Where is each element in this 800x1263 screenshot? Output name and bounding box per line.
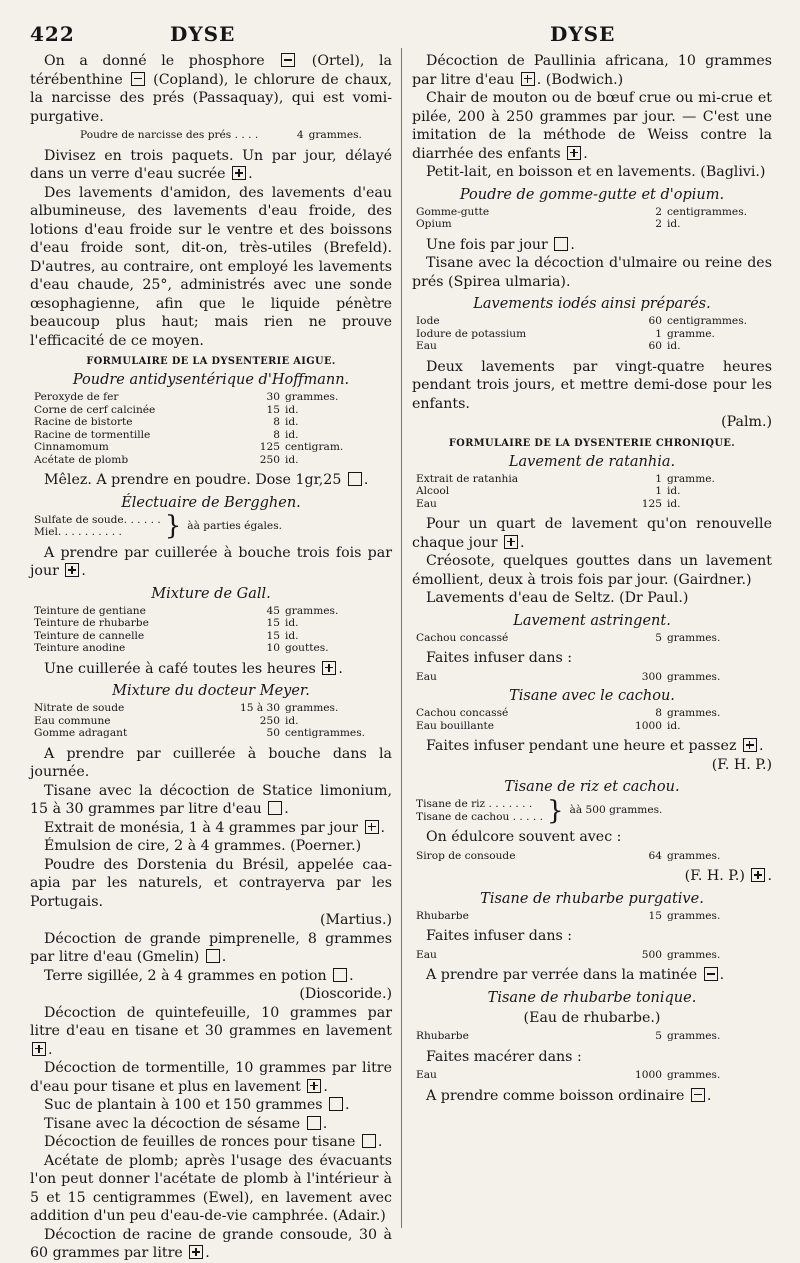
ingredient-qty: 4 — [296, 129, 304, 141]
recipe-title: Mixture de Gall. — [151, 585, 271, 602]
empty-box-icon — [206, 949, 220, 963]
recipe-subtitle: (Eau de rhubarbe.) — [523, 1009, 661, 1026]
paragraph: Faites infuser dans : — [426, 650, 573, 666]
paragraph: Tisane avec la décoction de Statice limonium, 15 à 30 grammes par litre d'eau . — [30, 782, 392, 818]
recipe-table-tonique-1 — [416, 1030, 720, 1043]
citation: (F. H. P.) — [711, 756, 772, 773]
ingredient-name: Miel. . . . . . . . . . — [34, 526, 122, 539]
recipe-title: Poudre de gomme-gutte et d'opium. — [459, 186, 725, 203]
paragraph: Poudre des Dorstenia du Brésil, appelée caa-apia par les naturels, et contrayerva par les Portugais. — [30, 856, 392, 910]
paragraph: Acétate de plomb; après l'usage des évacuants l'on peut donner l'acétate de plomb à l'intérieur à 5 et 15 centigrammes (Ewel), en lavement avec addition d'un peu d'eau-de-vie camphrée. (Adair.) — [30, 1152, 392, 1225]
page-number: 422 — [30, 22, 75, 46]
running-title-right: DYSE — [550, 22, 616, 46]
paragraph: Tisane avec la décoction d'ulmaire ou reine des prés (Spirea ulmaria). — [412, 255, 772, 290]
recipe-row: Eau 500 grammes. — [416, 948, 721, 961]
boxed-minus-icon — [704, 967, 718, 981]
paragraph: Chair de mouton ou de bœuf crue ou mi-crue et pilée, 200 à 250 grammes par jour. — C'est une imitation de la méthode de Weiss contre la diarrhée des enfants . — [412, 90, 772, 162]
boxed-minus-icon — [131, 72, 145, 86]
paragraph: Une fois par jour . — [426, 236, 575, 253]
recipe-row: Opium 2 id. — [416, 218, 681, 230]
citation: (Palm.) — [721, 414, 772, 430]
recipe-row: Eau commune 250 id. — [34, 714, 299, 727]
paragraph: On édulcore souvent avec : — [426, 829, 622, 845]
paragraph: A prendre par cuillerée à bouche trois fois par jour . — [30, 544, 392, 580]
recipe-table-gomme — [416, 206, 747, 231]
paragraph: A prendre comme boisson ordinaire . — [426, 1087, 712, 1104]
recipe-row: Rhubarbe 15 grammes. — [416, 909, 721, 922]
paragraph: Faites infuser pendant une heure et passez . — [426, 738, 764, 754]
recipe-table-hoffmann — [34, 391, 343, 466]
boxed-plus-icon — [504, 535, 518, 549]
paragraph: Émulsion de cire, 2 à 4 grammes. (Poerner.) — [44, 838, 362, 855]
section-heading: FORMULAIRE DE LA DYSENTERIE CHRONIQUE. — [448, 437, 736, 449]
paragraph: Créosote, quelques gouttes dans un lavement émollient, deux à trois fois par jour. (Gairdner.) — [412, 553, 772, 588]
paragraph: Une cuillerée à café toutes les heures . — [44, 660, 343, 677]
recipe-row: Cachou concassé 5 grammes. — [416, 631, 721, 644]
paragraph: Petit-lait, en boisson et en lavements. (Baglivi.) — [426, 164, 766, 180]
empty-box-icon — [307, 1116, 321, 1130]
paragraph: Tisane avec la décoction de sésame . — [44, 1115, 328, 1132]
paragraph: Extrait de monésia, 1 à 4 grammes par jour . — [44, 819, 386, 836]
recipe-brace-riz — [416, 795, 772, 826]
recipe-table-rhubarbe-2 — [416, 949, 720, 962]
paragraph: Suc de plantain à 100 et 150 grammes . — [44, 1097, 350, 1114]
ingredient-name: Tisane de cachou . . . . . — [416, 810, 543, 823]
boxed-plus-icon — [365, 820, 379, 834]
recipe-brace-bergghen — [34, 511, 392, 542]
boxed-minus-icon — [281, 53, 295, 67]
recipe-row: Eau bouillante 1000 id. — [416, 719, 681, 732]
recipe-row: Gomme adragant 50 centigrammes. — [34, 727, 365, 740]
recipe-table-gall — [34, 605, 338, 655]
boxed-plus-icon — [567, 146, 581, 160]
recipe-table-iodes — [416, 315, 747, 353]
recipe-row: Sirop de consoude 64 grammes. — [416, 849, 721, 862]
column-divider — [401, 48, 402, 1228]
recipe-row: Teinture de cannelle 15 id. — [34, 629, 299, 642]
recipe-row: Eau 125 id. — [416, 497, 681, 510]
recipe-table-cachou — [416, 707, 720, 732]
recipe-title: Poudre antidysentérique d'Hoffmann. — [72, 372, 350, 389]
ingredient-qty: àà 500 grammes. — [569, 804, 663, 817]
empty-box-icon — [554, 237, 568, 251]
paragraph: Terre sigillée, 2 à 4 grammes en potion . — [44, 967, 354, 984]
recipe-row: Extrait de ratanhia 1 gramme. — [416, 472, 715, 485]
recipe-row: Gomme-gutte 2 centigrammes. — [416, 205, 747, 218]
empty-box-icon — [348, 472, 362, 486]
paragraph: Décoction de grande pimprenelle, 8 grammes par litre d'eau (Gmelin) . — [30, 930, 392, 966]
recipe-title: Tisane de rhubarbe purgative. — [480, 890, 704, 907]
recipe-row: Iodure de potassium 1 gramme. — [416, 327, 715, 340]
recipe-title: Tisane avec le cachou. — [509, 688, 675, 704]
recipe-row: Teinture de gentiane 45 grammes. — [34, 604, 339, 617]
boxed-plus-icon — [189, 1245, 203, 1259]
ingredient-name: Tisane de riz . . . . . . . — [416, 798, 533, 810]
ingredient-name: Poudre de narcisse des prés — [80, 129, 232, 141]
recipe-row: Alcool 1 id. — [416, 485, 681, 497]
recipe-row: Peroxyde de fer 30 grammes. — [34, 391, 339, 404]
recipe-row: Eau 60 id. — [416, 340, 681, 352]
paragraph: On a donné le phosphore (Ortel), la térébenthine (Copland), le chlorure de chaux, la narcisse des prés (Passaquay), qui est vomi-purgative. — [30, 53, 393, 125]
empty-box-icon — [268, 801, 282, 815]
recipe-row: Racine de bistorte 8 id. — [34, 416, 299, 429]
ingredient-unit: grammes. — [308, 129, 362, 141]
recipe-line: Poudre de narcisse des prés . . . . 4 grammes. — [80, 129, 362, 141]
recipe-row: Acétate de plomb 250 id. — [34, 453, 299, 466]
empty-box-icon — [329, 1097, 343, 1111]
recipe-row: Eau 1000 grammes. — [416, 1069, 721, 1081]
empty-box-icon — [362, 1134, 376, 1148]
boxed-plus-icon — [32, 1042, 46, 1056]
running-title-left: DYSE — [170, 22, 236, 46]
ingredient-name: Sulfate de soude. . . . . . — [34, 513, 161, 526]
recipe-title: Tisane de riz et cachou. — [504, 779, 680, 795]
boxed-plus-icon — [521, 72, 535, 86]
paragraph: Décoction de feuilles de ronces pour tisane . — [44, 1134, 383, 1151]
paragraph: Décoction de quintefeuille, 10 grammes par litre d'eau en tisane et 30 grammes en lavement . — [30, 1004, 392, 1058]
boxed-plus-icon — [743, 738, 757, 752]
recipe-row: Nitrate de soude 15 à 30 grammes. — [34, 702, 339, 715]
boxed-plus-icon — [232, 166, 246, 180]
paragraph: Décoction de racine de grande consoude, 30 à 60 grammes par litre . — [30, 1226, 392, 1262]
paragraph: A prendre par cuillerée à bouche dans la journée. — [30, 745, 392, 781]
paragraph: Décoction de Paullinia africana, 10 grammes par litre d'eau . (Bodwich.) — [412, 53, 772, 88]
recipe-table-sirop — [416, 850, 720, 863]
section-heading: FORMULAIRE DE LA DYSENTERIE AIGUE. — [86, 356, 336, 368]
recipe-row: Teinture anodine 10 gouttes. — [34, 642, 329, 655]
citation: (F. H. P.) . — [684, 868, 772, 884]
recipe-table-meyer — [34, 702, 365, 740]
boxed-plus-icon — [307, 1079, 321, 1093]
brace-glyph: } — [164, 511, 182, 542]
boxed-plus-icon — [65, 563, 79, 577]
right-column — [412, 52, 772, 1105]
paragraph: Faites infuser dans : — [426, 928, 573, 944]
empty-box-icon — [333, 968, 347, 982]
left-column — [30, 52, 392, 1263]
recipe-row: Racine de tormentille 8 id. — [34, 428, 299, 441]
recipe-row: Cinnamomum 125 centigram. — [34, 441, 344, 454]
recipe-title: Mixture du docteur Meyer. — [112, 683, 310, 700]
paragraph: Mêlez. A prendre en poudre. Dose 1gr,25 . — [44, 472, 369, 489]
recipe-row: Corne de cerf calcinée 15 id. — [34, 403, 299, 416]
paragraph: A prendre par verrée dans la matinée . — [426, 967, 725, 983]
paragraph: Lavements d'eau de Seltz. (Dr Paul.) — [426, 590, 689, 606]
citation: (Martius.) — [319, 912, 392, 929]
recipe-row: Eau 300 grammes. — [416, 670, 721, 683]
ingredient-qty: àà parties égales. — [187, 520, 283, 533]
recipe-row: Cachou concassé 8 grammes. — [416, 707, 721, 719]
recipe-table-ratanhia — [416, 473, 715, 511]
paragraph: Deux lavements par vingt-quatre heures pendant trois jours, et mettre demi-dose pour les enfants. — [412, 358, 772, 412]
recipe-table-rhubarbe-1 — [416, 910, 720, 923]
recipe-table-astringent-1 — [416, 632, 720, 645]
recipe-row: Rhubarbe 5 grammes. — [416, 1030, 721, 1042]
paragraph: Pour un quart de lavement qu'on renouvelle chaque jour . — [412, 516, 772, 551]
paragraph: Faites macérer dans : — [426, 1048, 582, 1065]
boxed-plus-icon — [751, 868, 765, 882]
paragraph: Divisez en trois paquets. Un par jour, délayé dans un verre d'eau sucrée . — [30, 147, 392, 183]
recipe-row: Teinture de rhubarbe 15 id. — [34, 617, 299, 630]
recipe-table-astringent-2 — [416, 671, 720, 684]
recipe-title: Lavements iodés ainsi préparés. — [473, 296, 711, 312]
recipe-row: Iode 60 centigrammes. — [416, 315, 747, 327]
boxed-minus-icon — [691, 1088, 705, 1102]
recipe-table-tonique-2 — [416, 1069, 720, 1082]
boxed-plus-icon — [322, 661, 336, 675]
citation: (Dioscoride.) — [299, 986, 392, 1003]
recipe-title: Électuaire de Bergghen. — [121, 494, 301, 511]
paragraph: Des lavements d'amidon, des lavements d'eau albumineuse, des lavements d'eau froide, des lotions d'eau froide sur le ventre et des boissons d'eau froide sont, dit-on, très-utiles (Brefeld). D'autres, au contraire, ont employé les lavements d'eau chaude, 25°, administrés avec une sonde œsophagienne, afin que le liquide pénètre beaucoup plus haut; mais rien ne prouve l'efficacité de ce moyen. — [30, 184, 392, 349]
brace-glyph: } — [546, 795, 564, 826]
recipe-title: Lavement astringent. — [513, 612, 671, 629]
paragraph: Décoction de tormentille, 10 grammes par litre d'eau pour tisane et plus en lavement . — [30, 1060, 392, 1095]
recipe-title: Lavement de ratanhia. — [508, 453, 676, 470]
recipe-title: Tisane de rhubarbe tonique. — [487, 989, 697, 1006]
